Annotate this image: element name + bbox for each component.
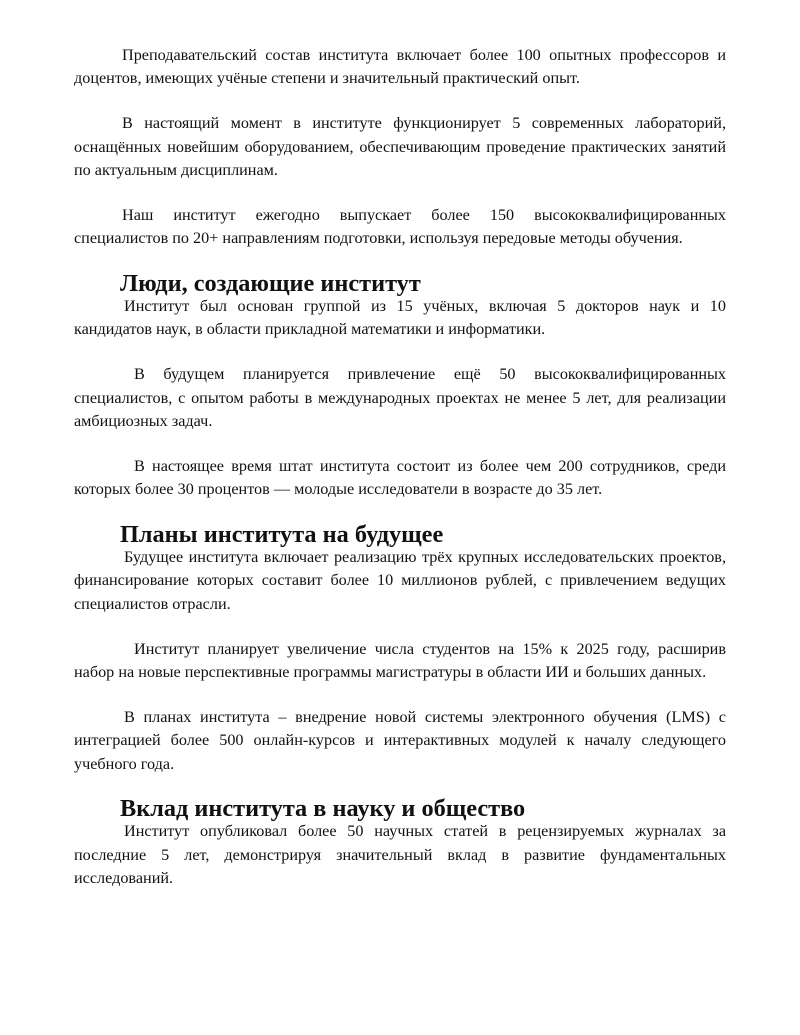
plans-paragraph-3: В планах института – внедрение новой системы электронного обучения (LMS) с интеграцией более 500 онлайн-курсов и интерактивных модулей к началу следующего учебного года. [74,707,726,773]
plans-paragraph-1: Будущее института включает реализацию трёх крупных исследовательских проектов, финансирование которых составит более 10 миллионов рублей, с привлечением ведущих специалистов отрасли. [74,548,726,613]
plans-paragraph-2: Институт планирует увеличение числа студентов на 15% к 2025 году, расширив набор на новые перспективные программы магистратуры в области ИИ и больших данных. [74,639,726,682]
intro-paragraph-2: В настоящий момент в институте функционирует 5 современных лабораторий, оснащённых новейшим оборудованием, обеспечивающим проведение практических занятий по актуальным дисциплинам. [74,114,726,180]
section-people [74,272,726,502]
section-heading-contribution: Вклад института в науку и общество [120,795,526,823]
people-paragraph-3: В настоящее время штат института состоит из более чем 200 сотрудников, среди которых более 30 процентов — молодые исследователи в возрасте до 35 лет. [74,456,726,499]
people-paragraph-1: Институт был основан группой из 15 учёных, включая 5 докторов наук и 10 кандидатов наук, в области прикладной математики и информатики. [74,297,726,339]
intro-paragraph-3: Наш институт ежегодно выпускает более 150 высококвалифицированных специалистов по 20+ направлениям подготовки, используя передовые методы обучения. [74,205,726,248]
section-contribution [74,797,726,890]
document-page [74,44,726,912]
section-plans [74,523,726,776]
section-heading-people: Люди, создающие институт [120,270,421,298]
section-heading-plans: Планы института на будущее [120,521,444,549]
intro-paragraph-1: Преподавательский состав института включает более 100 опытных профессоров и доцентов, имеющих учёные степени и значительный практический опыт. [74,46,726,88]
people-paragraph-2: В будущем планируется привлечение ещё 50 высококвалифицированных специалистов, с опытом работы в международных проектах не менее 5 лет, для реализации амбициозных задач. [74,365,726,431]
contribution-paragraph-1: Институт опубликовал более 50 научных статей в рецензируемых журналах за последние 5 лет, демонстрируя значительный вклад в развитие фундаментальных исследований. [74,822,726,888]
